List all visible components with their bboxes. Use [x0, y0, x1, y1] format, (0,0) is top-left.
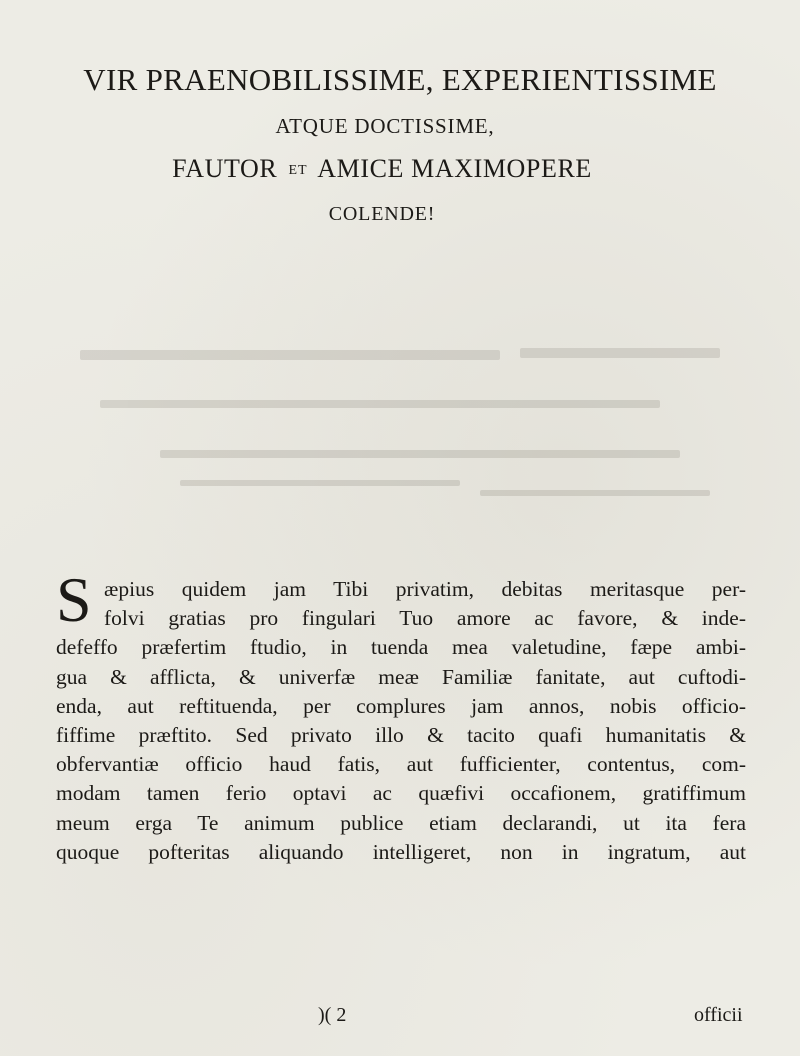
body-line: quoque pofteritas aliquando intelligeret, non in ingratum, aut [56, 839, 746, 864]
body-line: fiffime præftito. Sed privato illo & tacito quafi humanitatis & [56, 723, 746, 748]
body-line: defeffo præfertim ftudio, in tuenda mea valetudine, fæpe ambi- [56, 635, 746, 660]
body-line: meum erga Te animum publice etiam declarandi, ut ita fera [56, 810, 746, 835]
body-paragraph [56, 575, 746, 867]
drop-cap: S [56, 564, 92, 635]
body-line: enda, aut reftituenda, per complures jam annos, nobis officio- [56, 693, 746, 718]
body-line: modam tamen ferio optavi ac quæfivi occafionem, gratiffimum [56, 781, 746, 806]
body-line: folvi gratias pro fingulari Tuo amore ac favore, & inde- [104, 606, 746, 631]
heading-et: ET [288, 163, 308, 178]
body-line: obfervantiæ officio haud fatis, aut fufficienter, contentus, com- [56, 752, 746, 777]
dedication-heading-line-3 [0, 154, 782, 184]
heading-amice: AMICE MAXIMOPERE [317, 154, 592, 183]
catchword: officii [694, 1004, 743, 1026]
signature-mark: )( 2 [318, 1004, 347, 1026]
dedication-heading-line-2: ATQUE DOCTISSIME, [275, 114, 495, 138]
show-through-bleed [60, 330, 750, 540]
body-line: gua & afflicta, & univerfæ meæ Familiæ fanitate, aut cuftodi- [56, 664, 746, 689]
dedication-heading-line-1: VIR PRAENOBILISSIME, EXPERIENTISSIME [83, 62, 717, 97]
heading-fautor: FAUTOR [172, 154, 278, 183]
body-line: æpius quidem jam Tibi privatim, debitas meritasque per- [104, 577, 746, 601]
dedication-heading-line-4: COLENDE! [328, 203, 436, 225]
